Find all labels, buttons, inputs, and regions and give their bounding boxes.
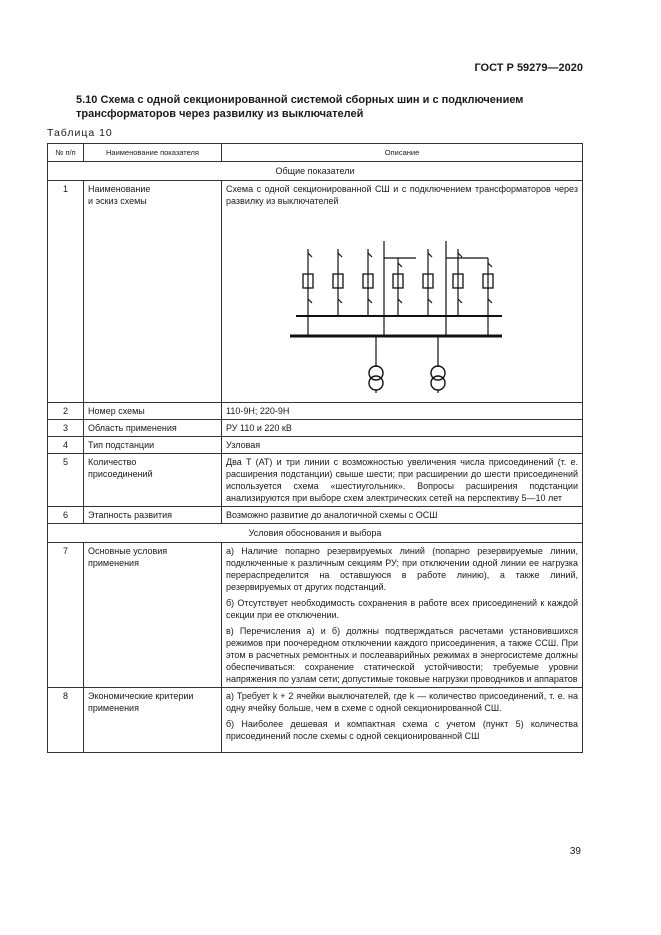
- row-desc-paragraph: б) Отсутствует необходимость сохранения в работе всех присоединений к каждой секции при ее отключении.: [226, 598, 578, 620]
- breaker-bay: [483, 258, 493, 336]
- row-num: 7: [48, 543, 84, 688]
- row-name: Этапность развития: [84, 507, 222, 524]
- row-desc-text: Два Т (АТ) и три линии с возможностью увеличения числа присоединений (т. е. расширения подстанции) свыше шести; при расширении до шести присоединений используется схема «шестиугольник». Вопросы расширения подстанции анализируются при выборе схем электрических сетей на перспективу 5—10 лет: [226, 457, 578, 503]
- row-num: 4: [48, 437, 84, 454]
- row-name-line: применения: [88, 558, 139, 568]
- section-heading: [76, 93, 596, 121]
- row-num: 5: [48, 454, 84, 507]
- row-name-line: Наименование: [88, 184, 151, 194]
- row-name-line: применения: [88, 703, 139, 713]
- row-name: Номер схемы: [84, 403, 222, 420]
- row-desc: Узловая: [222, 437, 583, 454]
- row-desc: [222, 181, 583, 403]
- section-heading-line1: 5.10 Схема с одной секционированной системой сборных шин и с подключением: [76, 94, 524, 106]
- table-caption: Таблица 10: [47, 127, 113, 139]
- section-row-conditions: [48, 524, 583, 543]
- col-header-desc: Описание: [222, 144, 583, 162]
- transformer-icon: [431, 366, 445, 393]
- transformer-icon: [369, 366, 383, 393]
- row-desc-paragraph: а) Требует k + 2 ячейки выключателей, где k — количество присоединений, т. е. на одну ячейку больше, чем в схеме с одной секционированной СШ.: [226, 691, 578, 713]
- table-header-row: [48, 144, 583, 162]
- row-desc: 110-9Н; 220-9Н: [222, 403, 583, 420]
- table-row: [48, 454, 583, 507]
- row-num: 8: [48, 688, 84, 753]
- row-desc: [222, 543, 583, 688]
- row-num: 1: [48, 181, 84, 403]
- breaker-bay: [363, 249, 373, 316]
- breaker-bay: [303, 249, 313, 336]
- section-row-general: [48, 162, 583, 181]
- row-num: 2: [48, 403, 84, 420]
- breaker-bay: [333, 249, 343, 316]
- row-name-line: Основные условия: [88, 546, 168, 556]
- row-desc: РУ 110 и 220 кВ: [222, 420, 583, 437]
- table-row: [48, 543, 583, 688]
- indicator-table: [47, 143, 583, 753]
- row-name: [84, 181, 222, 403]
- row-name-line: Количество: [88, 457, 137, 467]
- row-name-line: Экономические критерии: [88, 691, 194, 701]
- breaker-bays: [303, 241, 493, 336]
- row-desc-paragraph: в) Перечисления а) и б) должны подтверждаться расчетами установившихся режимов при поочередном отключении каждого присоединения, а также ССШ. При этом в расчетных ремонтных и послеаварийных режимах в энергосистеме должны обеспечиваться: сохранение статической устойчивости; требуемые уровни напряжения по узлам сети; допустимые токовые нагрузки проводников и аппаратов: [226, 626, 578, 684]
- row-desc-paragraph: б) Наиболее дешевая и компактная схема с учетом (пункт 5) количества присоединений после схемы с одной секционированной СШ: [226, 719, 578, 741]
- row-desc: [222, 454, 583, 507]
- row-desc: Возможно развитие до аналогичной схемы с ОСШ: [222, 507, 583, 524]
- row-name: Тип подстанции: [84, 437, 222, 454]
- row-desc: [222, 688, 583, 753]
- col-header-name: Наименование показателя: [84, 144, 222, 162]
- substation-scheme-diagram: [226, 211, 526, 393]
- section-conditions-label: Условия обоснования и выбора: [48, 524, 583, 543]
- table-row: [48, 507, 583, 524]
- row-name: [84, 688, 222, 753]
- row-desc-paragraph: а) Наличие попарно резервируемых линий (попарно резервируемые линии, подключенные к различным секциям РУ; при отключении одной линии ее нагрузка перераспределится на оставшуюся в работе линию), а также линий, резервируемых от других подстанций.: [226, 546, 578, 592]
- row-num: 6: [48, 507, 84, 524]
- table-row: [48, 420, 583, 437]
- col-header-num: № п/п: [48, 144, 84, 162]
- section-heading-line2: трансформаторов через развилку из выключателей: [76, 108, 364, 120]
- row-name-line: и эскиз схемы: [88, 196, 147, 206]
- breaker-bay: [393, 258, 403, 316]
- row-name: Область применения: [84, 420, 222, 437]
- table-row: [48, 437, 583, 454]
- table-row: [48, 181, 583, 403]
- row-num: 3: [48, 420, 84, 437]
- row-name: [84, 543, 222, 688]
- row-desc-text: Схема с одной секционированной СШ и с подключением трансформаторов через развилку из выключателей: [226, 184, 578, 206]
- breaker-bay: [423, 249, 433, 316]
- table-row: [48, 403, 583, 420]
- row-name-line: присоединений: [88, 469, 153, 479]
- section-general-label: Общие показатели: [48, 162, 583, 181]
- row-name: [84, 454, 222, 507]
- standard-number: ГОСТ Р 59279—2020: [474, 62, 583, 74]
- breaker-bay: [453, 249, 463, 316]
- table-row: [48, 688, 583, 753]
- page-number: 39: [569, 846, 581, 857]
